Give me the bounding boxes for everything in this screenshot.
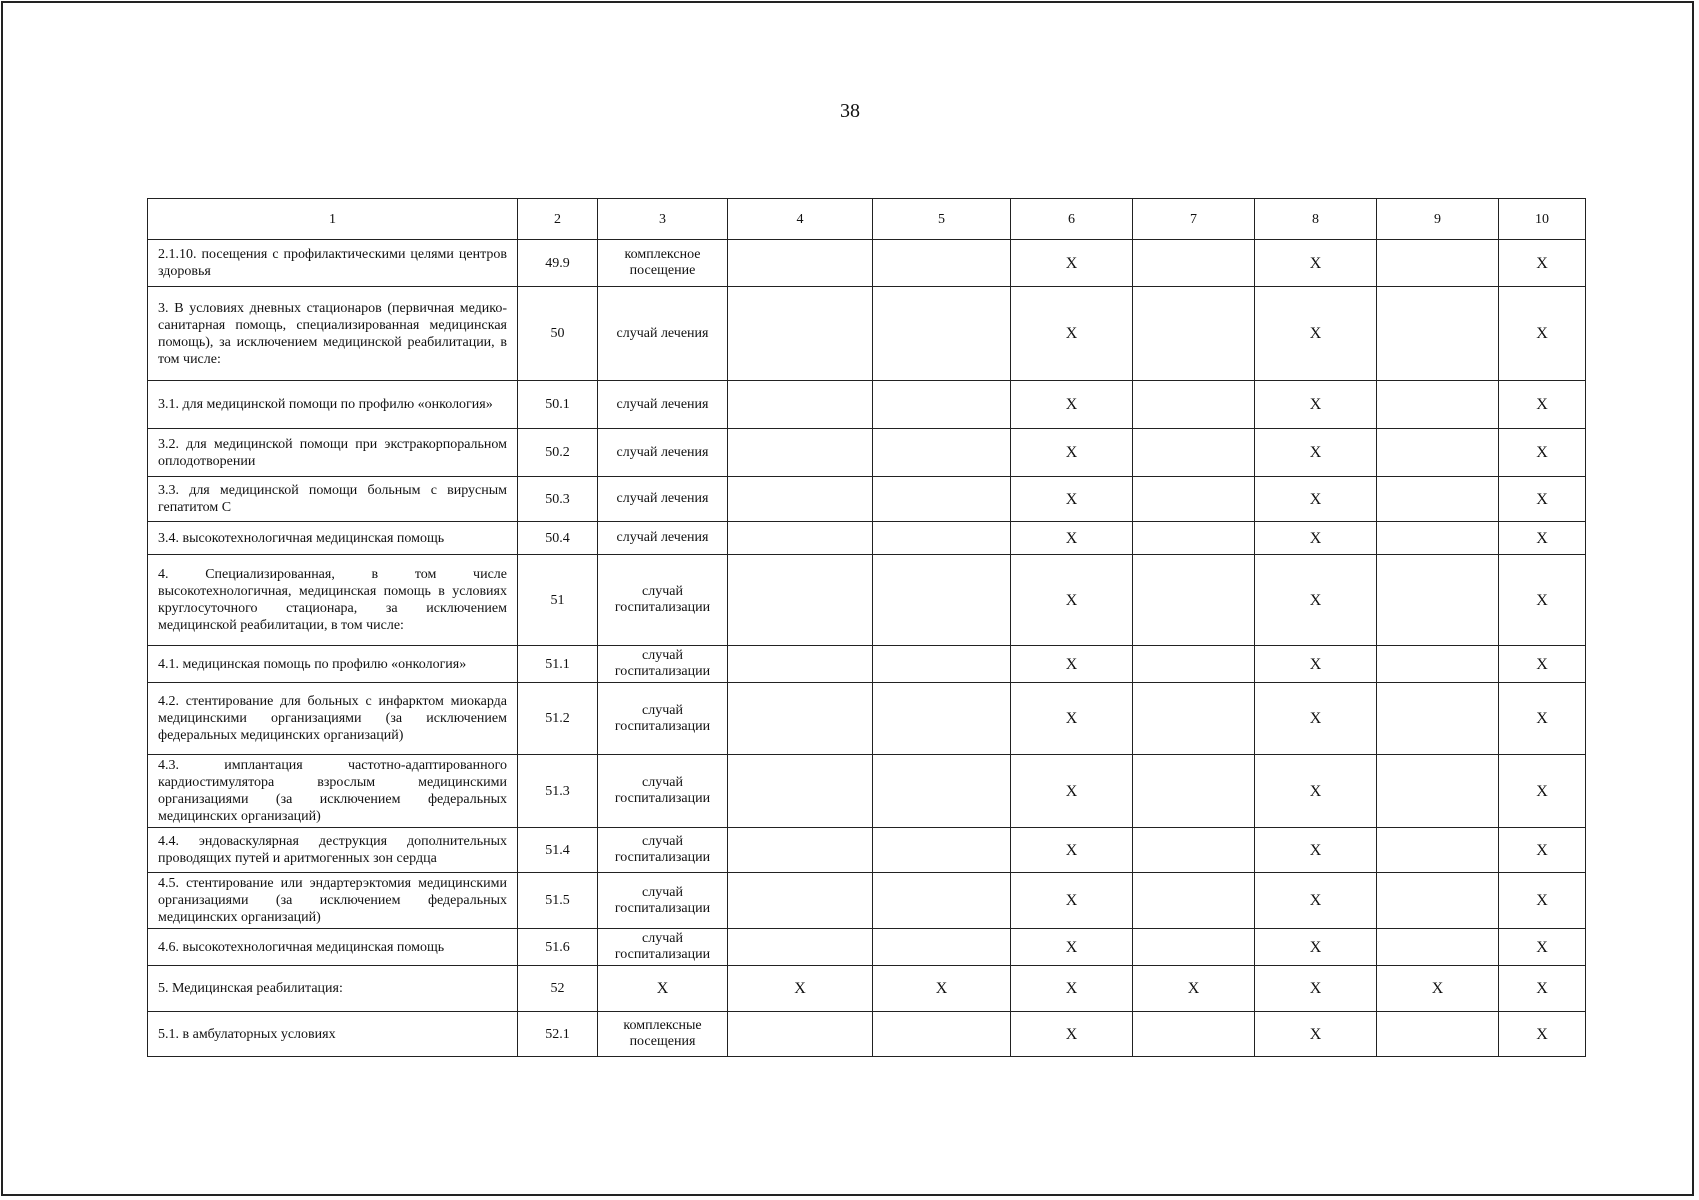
column-header: 1	[148, 199, 518, 240]
cell-col9	[1377, 555, 1499, 646]
row-unit: случай госпитализации	[598, 828, 728, 873]
cell-col4	[728, 1012, 873, 1057]
cell-col5	[873, 1012, 1011, 1057]
cell-col10: X	[1499, 381, 1586, 429]
cell-col8: X	[1255, 429, 1377, 477]
cell-col7	[1133, 646, 1255, 683]
row-unit: случай лечения	[598, 287, 728, 381]
row-code: 50	[518, 287, 598, 381]
cell-col10: X	[1499, 555, 1586, 646]
cell-col6: X	[1011, 555, 1133, 646]
row-label: 3.3. для медицинской помощи больным с вирусным гепатитом С	[148, 477, 518, 522]
cell-col5	[873, 683, 1011, 755]
cell-col7	[1133, 683, 1255, 755]
row-code: 50.3	[518, 477, 598, 522]
cell-col10: X	[1499, 522, 1586, 555]
cell-col10: X	[1499, 873, 1586, 929]
row-code: 50.4	[518, 522, 598, 555]
cell-col10: X	[1499, 966, 1586, 1012]
cell-col7	[1133, 828, 1255, 873]
cell-col6: X	[1011, 1012, 1133, 1057]
row-unit: случай госпитализации	[598, 683, 728, 755]
row-code: 51.1	[518, 646, 598, 683]
table-row	[148, 873, 1586, 929]
cell-col4	[728, 873, 873, 929]
table-row	[148, 828, 1586, 873]
cell-col4	[728, 429, 873, 477]
cell-col7	[1133, 240, 1255, 287]
cell-col9	[1377, 683, 1499, 755]
row-label: 4.4. эндоваскулярная деструкция дополнительных проводящих путей и аритмогенных зон сердца	[148, 828, 518, 873]
cell-col10: X	[1499, 287, 1586, 381]
cell-col5	[873, 287, 1011, 381]
cell-col8: X	[1255, 522, 1377, 555]
row-unit: случай лечения	[598, 477, 728, 522]
row-code: 51.3	[518, 755, 598, 828]
cell-col9	[1377, 828, 1499, 873]
cell-col6: X	[1011, 429, 1133, 477]
cell-col10: X	[1499, 828, 1586, 873]
cell-col7	[1133, 429, 1255, 477]
cell-col10: X	[1499, 240, 1586, 287]
cell-col10: X	[1499, 429, 1586, 477]
cell-col6: X	[1011, 477, 1133, 522]
cell-col7	[1133, 287, 1255, 381]
cell-col4	[728, 477, 873, 522]
cell-col6: X	[1011, 683, 1133, 755]
table-row	[148, 287, 1586, 381]
row-label: 4.6. высокотехнологичная медицинская помощь	[148, 929, 518, 966]
cell-col4	[728, 828, 873, 873]
cell-col5	[873, 929, 1011, 966]
cell-col8: X	[1255, 555, 1377, 646]
row-code: 52	[518, 966, 598, 1012]
cell-col7	[1133, 1012, 1255, 1057]
row-unit: случай лечения	[598, 429, 728, 477]
cell-col4	[728, 555, 873, 646]
cell-col8: X	[1255, 828, 1377, 873]
table-row	[148, 966, 1586, 1012]
row-code: 50.1	[518, 381, 598, 429]
cell-col4	[728, 755, 873, 828]
table-row	[148, 646, 1586, 683]
cell-col8: X	[1255, 873, 1377, 929]
row-label: 3. В условиях дневных стационаров (первичная медико-санитарная помощь, специализированная медицинская помощь), за исключением медицинской реабилитации, в том числе:	[148, 287, 518, 381]
table-row	[148, 555, 1586, 646]
cell-col8: X	[1255, 966, 1377, 1012]
cell-col8: X	[1255, 477, 1377, 522]
cell-col8: X	[1255, 240, 1377, 287]
column-header: 7	[1133, 199, 1255, 240]
table-row	[148, 477, 1586, 522]
cell-col4	[728, 929, 873, 966]
cell-col5	[873, 429, 1011, 477]
row-unit: комплексное посещение	[598, 240, 728, 287]
cell-col4	[728, 287, 873, 381]
table-row	[148, 429, 1586, 477]
header-row	[148, 199, 1586, 240]
column-header: 6	[1011, 199, 1133, 240]
cell-col8: X	[1255, 287, 1377, 381]
cell-col7: X	[1133, 966, 1255, 1012]
row-label: 4. Специализированная, в том числе высокотехнологичная, медицинская помощь в условиях круглосуточного стационара, за исключением медицинской реабилитации, в том числе:	[148, 555, 518, 646]
cell-col7	[1133, 929, 1255, 966]
table-row	[148, 755, 1586, 828]
cell-col9	[1377, 755, 1499, 828]
cell-col8: X	[1255, 381, 1377, 429]
row-label: 2.1.10. посещения с профилактическими целями центров здоровья	[148, 240, 518, 287]
cell-col7	[1133, 477, 1255, 522]
cell-col5	[873, 755, 1011, 828]
row-unit: X	[598, 966, 728, 1012]
cell-col9	[1377, 873, 1499, 929]
cell-col8: X	[1255, 646, 1377, 683]
column-header: 5	[873, 199, 1011, 240]
row-label: 3.2. для медицинской помощи при экстракорпоральном оплодотворении	[148, 429, 518, 477]
cell-col6: X	[1011, 873, 1133, 929]
cell-col10: X	[1499, 477, 1586, 522]
cell-col4	[728, 646, 873, 683]
row-label: 4.5. стентирование или эндартерэктомия медицинскими организациями (за исключением федеральных медицинских организаций)	[148, 873, 518, 929]
row-unit: случай госпитализации	[598, 873, 728, 929]
cell-col9	[1377, 477, 1499, 522]
cell-col6: X	[1011, 240, 1133, 287]
cell-col9	[1377, 240, 1499, 287]
cell-col10: X	[1499, 929, 1586, 966]
cell-col5	[873, 555, 1011, 646]
cell-col9	[1377, 646, 1499, 683]
cell-col9	[1377, 522, 1499, 555]
row-unit: случай госпитализации	[598, 646, 728, 683]
cell-col5	[873, 477, 1011, 522]
cell-col10: X	[1499, 683, 1586, 755]
cell-col4: X	[728, 966, 873, 1012]
cell-col6: X	[1011, 522, 1133, 555]
cell-col6: X	[1011, 828, 1133, 873]
table-row	[148, 1012, 1586, 1057]
row-label: 4.3. имплантация частотно-адаптированного кардиостимулятора взрослым медицинскими организациями (за исключением федеральных медицинских организаций)	[148, 755, 518, 828]
row-code: 49.9	[518, 240, 598, 287]
row-unit: случай лечения	[598, 381, 728, 429]
table-row	[148, 240, 1586, 287]
row-code: 51.2	[518, 683, 598, 755]
row-unit: комплексные посещения	[598, 1012, 728, 1057]
cell-col8: X	[1255, 1012, 1377, 1057]
row-code: 51	[518, 555, 598, 646]
row-label: 3.1. для медицинской помощи по профилю «онкология»	[148, 381, 518, 429]
cell-col9	[1377, 1012, 1499, 1057]
cell-col6: X	[1011, 381, 1133, 429]
cell-col5	[873, 240, 1011, 287]
table-row	[148, 929, 1586, 966]
cell-col6: X	[1011, 755, 1133, 828]
cell-col5	[873, 873, 1011, 929]
cell-col7	[1133, 555, 1255, 646]
cell-col10: X	[1499, 1012, 1586, 1057]
cell-col7	[1133, 522, 1255, 555]
cell-col10: X	[1499, 646, 1586, 683]
cell-col5	[873, 828, 1011, 873]
cell-col9	[1377, 429, 1499, 477]
column-header: 8	[1255, 199, 1377, 240]
row-unit: случай лечения	[598, 522, 728, 555]
cell-col7	[1133, 755, 1255, 828]
cell-col6: X	[1011, 966, 1133, 1012]
cell-col6: X	[1011, 929, 1133, 966]
cell-col4	[728, 381, 873, 429]
table-row	[148, 522, 1586, 555]
cell-col7	[1133, 381, 1255, 429]
cell-col9	[1377, 287, 1499, 381]
cell-col10: X	[1499, 755, 1586, 828]
cell-col9	[1377, 381, 1499, 429]
row-label: 5. Медицинская реабилитация:	[148, 966, 518, 1012]
row-code: 50.2	[518, 429, 598, 477]
cell-col4	[728, 240, 873, 287]
row-unit: случай госпитализации	[598, 929, 728, 966]
cell-col9	[1377, 929, 1499, 966]
column-header: 4	[728, 199, 873, 240]
column-header: 3	[598, 199, 728, 240]
row-label: 5.1. в амбулаторных условиях	[148, 1012, 518, 1057]
cell-col5	[873, 522, 1011, 555]
table-row	[148, 381, 1586, 429]
row-code: 51.4	[518, 828, 598, 873]
row-unit: случай госпитализации	[598, 555, 728, 646]
row-label: 3.4. высокотехнологичная медицинская помощь	[148, 522, 518, 555]
cell-col7	[1133, 873, 1255, 929]
row-code: 51.5	[518, 873, 598, 929]
cell-col9: X	[1377, 966, 1499, 1012]
cell-col8: X	[1255, 755, 1377, 828]
table-row	[148, 683, 1586, 755]
column-header: 10	[1499, 199, 1586, 240]
cell-col5	[873, 646, 1011, 683]
row-code: 51.6	[518, 929, 598, 966]
column-header: 2	[518, 199, 598, 240]
row-code: 52.1	[518, 1012, 598, 1057]
page-number: 38	[840, 100, 860, 122]
cell-col6: X	[1011, 287, 1133, 381]
row-label: 4.2. стентирование для больных с инфарктом миокарда медицинскими организациями (за исключением федеральных медицинских организаций)	[148, 683, 518, 755]
cell-col8: X	[1255, 683, 1377, 755]
row-label: 4.1. медицинская помощь по профилю «онкология»	[148, 646, 518, 683]
data-table	[147, 198, 1586, 1057]
cell-col4	[728, 522, 873, 555]
column-header: 9	[1377, 199, 1499, 240]
cell-col4	[728, 683, 873, 755]
cell-col8: X	[1255, 929, 1377, 966]
cell-col6: X	[1011, 646, 1133, 683]
cell-col5: X	[873, 966, 1011, 1012]
row-unit: случай госпитализации	[598, 755, 728, 828]
cell-col5	[873, 381, 1011, 429]
